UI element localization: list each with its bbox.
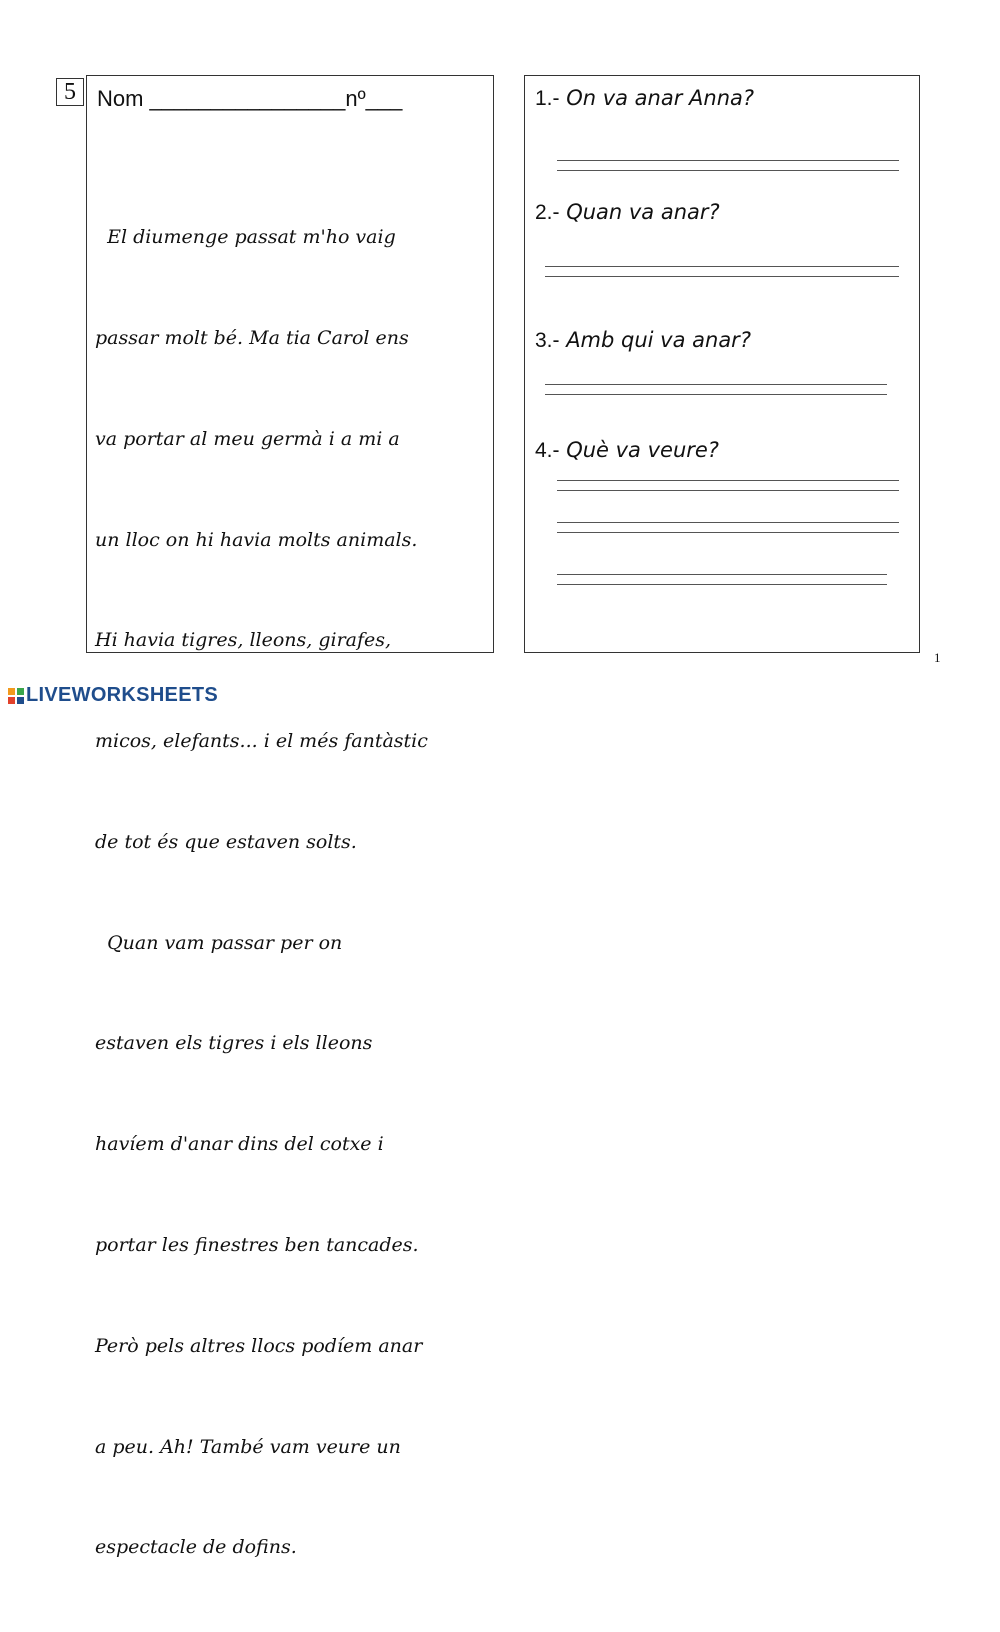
answer-line[interactable] [557,490,899,491]
answer-line[interactable] [545,266,899,267]
answer-line[interactable] [557,170,899,171]
story-line: Però pels altres llocs podíem anar [95,1334,423,1357]
story-line: un lloc on hi havia molts animals. [95,528,418,551]
story-line: portar les finestres ben tancades. [95,1234,419,1256]
story-line: a peu. Ah! També vam veure un [95,1435,401,1458]
story-line: havíem d'anar dins del cotxe i [95,1133,384,1156]
liveworksheets-footer [8,684,218,707]
question-number: 4.- [535,439,560,462]
story-line: micos, elefants... i el més fantàstic [95,730,428,753]
answer-line[interactable] [557,532,899,533]
answer-line[interactable] [545,384,887,385]
question-text: On va anar Anna? [559,86,755,110]
liveworksheets-logo-text: LIVEWORKSHEETS [26,684,218,706]
question-2 [535,200,720,225]
question-number: 3.- [535,329,560,352]
name-field-line: Nom ________________nº___ [97,86,403,111]
reading-text [95,154,490,1632]
question-text: Amb qui va anar? [559,328,751,352]
story-line: passar molt bé. Ma tia Carol ens [95,326,409,349]
answer-line[interactable] [557,584,887,585]
answer-line[interactable] [545,394,887,395]
question-text: Què va veure? [559,438,719,462]
answer-line[interactable] [557,522,899,523]
answer-line[interactable] [557,480,899,481]
question-1 [535,86,754,111]
question-number: 1.- [535,87,560,110]
question-text: Quan va anar? [559,200,720,224]
story-line: estaven els tigres i els lleons [95,1032,373,1055]
story-line: El diumenge passat m'ho vaig [95,226,396,249]
story-line: Hi havia tigres, lleons, girafes, [95,629,392,652]
questions-panel [524,75,920,653]
answer-line[interactable] [557,160,899,161]
story-line: va portar al meu germà i a mi a [95,427,400,450]
question-4 [535,438,719,463]
question-number: 2.- [535,201,560,224]
story-line: de tot és que estaven solts. [95,830,357,853]
answer-line[interactable] [557,574,887,575]
worksheet-number: 5 [56,78,84,106]
liveworksheets-logo-icon [8,688,24,704]
page-number: 1 [934,650,941,665]
answer-line[interactable] [545,276,899,277]
question-3 [535,328,751,353]
story-line: Quan vam passar per on [95,931,343,954]
story-line: espectacle de dofins. [95,1536,297,1559]
